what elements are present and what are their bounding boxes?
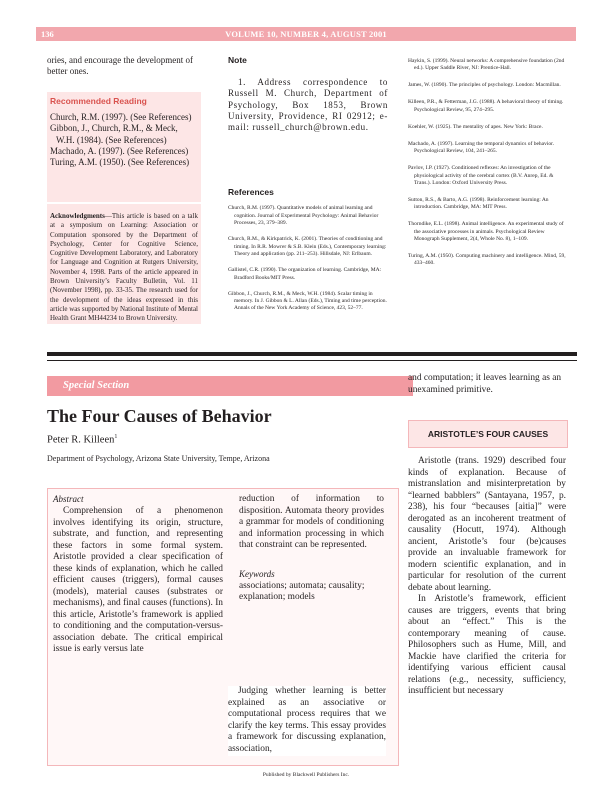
section-divider: [47, 352, 577, 356]
acknowledgments-body: —This article is based on a talk at a symposium on Learning: Association or Computation sponsored by the Department of Psychology, Center for Cognitive Science, Cognitive Development Laboratory, and Laboratory for Language and Cognition at Rutgers University, November 4, 1998. Parts of the article appeared in Brown University’s Faculty Bulletin, Vol. 11 (November 1998), pp. 33-35. The research used for the development of the ideas expressed in this article was supported by National Institute of Mental Health Grant MH44234 to Brown University.: [50, 212, 198, 323]
abstract-left: [53, 494, 223, 656]
recommended-reading-box: [47, 92, 201, 202]
abstract-right: [239, 494, 384, 604]
author-name: Peter R. Killeen: [47, 434, 115, 446]
intro-text: Judging whether learning is better explained as an associative or computational process requires that we clarify the key terms. This essay provides a framework for discussing explanation, association,: [228, 686, 386, 754]
journal-info: VOLUME 10, NUMBER 4, AUGUST 2001: [225, 29, 387, 39]
section-heading-box: [408, 420, 568, 448]
acknowledgments-box: [47, 204, 201, 324]
abstract-continuation: reduction of information to disposition. Automata theory provides a grammar for models of conditioning and information processing in which that constraint can be represented.: [239, 494, 384, 550]
recommended-reading-title: Recommended Reading: [50, 96, 147, 106]
acknowledgments-label: Acknowledgments: [50, 212, 105, 220]
reference-entry: Church, R.M. (1997). Quantitative models of animal learning and cognition. Journal of Experimental Psychology: Animal Behavior Processes, 23, 379–389.: [228, 205, 379, 227]
recommended-item: Turing, A.M. (1950). (See References): [50, 157, 190, 168]
recommended-item: Machado, A. (1997). (See References): [50, 145, 189, 156]
article-body-right: [408, 456, 566, 698]
intro-column: [228, 686, 386, 756]
section-heading: ARISTOTLE’S FOUR CAUSES: [427, 429, 549, 439]
top-middle-column: [228, 55, 388, 321]
top-right-column: [408, 58, 568, 278]
top-left-column: [47, 55, 197, 78]
reference-entry: Thorndike, E.L. (1898). Animal intelligence. An experimental study of the associative processes in animals. Psychological Review Monograph Supplement, 2(4, Whole No. 8), 1–109.: [408, 221, 564, 243]
reference-entry: Haykin, S. (1999). Neural networks: A comprehensive foundation (2nd ed.). Upper Saddle River, NJ: Prentice-Hall.: [408, 58, 565, 72]
reference-entry: Killeen, P.R., & Fetterman, J.G. (1988). A behavioral theory of timing. Psychological Review, 95, 274–295.: [408, 99, 564, 113]
special-section-badge: [47, 376, 413, 396]
recommended-item: Church, R.M. (1997). (See References): [50, 112, 192, 122]
carryover-text: ories, and encourage the development of better ones.: [47, 55, 193, 77]
reference-entry: Koehler, W. (1925). The mentality of apes. New York: Brace.: [408, 123, 543, 130]
article-right-column: [408, 373, 566, 396]
abstract-text: Comprehension of a phenomenon involves identifying its origin, structure, substrate, and function, and representing these factors in some formal system. Aristotle provided a clear specification of these kinds of explanation, which he called efficient causes (triggers), formal causes (models), material causes (substrates or mechanisms), and final causes (functions). In this article, Aristotle’s framework is applied to conditioning and the computation-versus-association debate. The critical empirical issue is early versus late: [53, 506, 223, 654]
right-column-top-text: and computation; it leaves learning as an unexamined primitive.: [408, 373, 562, 395]
note-text: 1. Address correspondence to Russell M. Church, Department of Psychology, Box 1853, Brown University, Providence, RI 02912; e-mail: russell_church@brown.edu.: [228, 77, 388, 133]
page-number: 136: [41, 29, 54, 39]
reference-entry: Gallistel, C.R. (1990). The organization of learning. Cambridge, MA: Bradford Books/MIT Press.: [228, 267, 382, 281]
page-header: [36, 27, 576, 41]
reference-entry: Church, R.M., & Kirkpatrick, K. (2001). Theories of conditioning and timing. In R.R. Mowrer & S.B. Klein (Eds.), Contemporary learning: Theory and application (pp. 211–253). Hillsdale, NJ: Erlbaum.: [228, 236, 387, 257]
acknowledgments-text: [50, 212, 198, 324]
recommended-item: Gibbon, J., Church, R.M., & Meck, W.H. (1984). (See References): [50, 123, 178, 145]
keywords-text: associations; automata; causality; explanation; models: [239, 580, 365, 602]
abstract-label: Abstract: [53, 494, 84, 504]
section-divider-thin: [47, 360, 577, 361]
references-title: References: [228, 187, 274, 198]
keywords-label: Keywords: [239, 568, 275, 579]
special-section-label: Special Section: [63, 380, 130, 391]
article-author: [47, 434, 397, 446]
body-paragraph-2: In Aristotle’s framework, efficient causes are triggers, events that bring about an “effect.” This is the contemporary meaning of cause. Philosophers such as Hume, Mill, and Mackie have clarified the criteria for identifying various efficient causal relations (e.g., necessity, sufficiency, insufficient but necessary: [408, 594, 566, 696]
reference-entry: Machado, A. (1997). Learning the temporal dynamics of behavior. Psychological Review, 104, 241–265.: [408, 140, 555, 155]
reference-entry: Sutton, R.S., & Barto, A.G. (1998). Reinforcement learning: An introduction. Cambridge, MA: MIT Press.: [408, 197, 549, 211]
note-title: Note: [228, 55, 247, 65]
reference-entry: Pavlov, I.P. (1927). Conditioned reflexes: An investigation of the physiological activity of the cerebral cortex (B.V. Anrep, Ed. & Trans.). London: Oxford University Press.: [408, 165, 554, 186]
reference-entry: Turing, A.M. (1950). Computing machinery and intelligence. Mind, 59, 433–460.: [408, 253, 566, 267]
reference-entry: Gibbon, J., Church, R.M., & Meck, W.H. (1984). Scalar timing in memory. In J. Gibbon & L. Allan (Eds.), Timing and time perception. Annals of the New York Academy of Science, 423, 52–77.: [228, 290, 387, 312]
reference-entry: James, W. (1890). The principles of psychology. London: Macmillan.: [408, 82, 561, 89]
body-paragraph-1: Aristotle (trans. 1929) described four kinds of explanation. Because of mistranslation and misinterpretation by “learned babblers” (Santayana, 1957, p. 238), his four “becauses [aitia]” were derogated as an incoherent treatment of causality (Hocutt, 1974). Although ancient, Aristotle’s four (be)causes provide an invaluable framework for modern scientific explanation, and in particular for resolution of the current debate about learning.: [408, 456, 566, 593]
author-affiliation: Department of Psychology, Arizona State University, Tempe, Arizona: [47, 453, 270, 463]
page-footer: Published by Blackwell Publishers Inc.: [262, 772, 350, 778]
author-note-marker: 1: [114, 434, 118, 440]
article-title: The Four Causes of Behavior: [47, 406, 272, 426]
article-title-block: [47, 406, 397, 463]
